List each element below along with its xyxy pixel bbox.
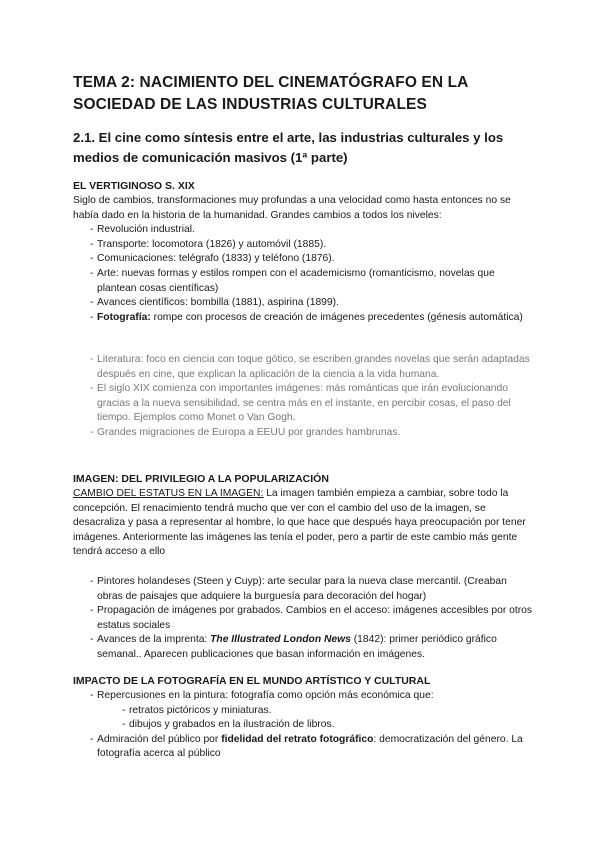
list-item: - Grandes migraciones de Europa a EEUU por grandes hambrunas.	[73, 426, 533, 441]
imagen-list	[73, 575, 533, 663]
list-item-text: rompe con procesos de creación de imágenes precedentes (génesis automática)	[150, 311, 523, 323]
section-heading: IMAGEN: DEL PRIVILEGIO A LA POPULARIZACIÓN	[73, 473, 329, 485]
section-impacto	[73, 674, 533, 762]
sub-bullet-list	[73, 704, 533, 733]
bold-term: Fotografía:	[97, 311, 151, 323]
grey-notes	[73, 353, 533, 441]
list-item: - El siglo XIX comienza con importantes imágenes: más románticas que irán evolucionando gracias a la nueva sensibilidad, se centra más en el instante, en percibir cosas, el paso del tiempo. Ejemplos como Monet o Van Gogh.	[73, 382, 533, 426]
paragraph-text: La imagen también empieza a cambiar, sobre todo la concepción. El renacimiento tendrá mucho que ver con el cambio del uso de la imagen, se desacraliza y pasa a representar al hombre, lo que hace que después haya preocupación por tener imágenes. Anteriormente las imágenes las tenía el poder, pero a partir de este cambio más gente tendrá acceso a ello	[73, 488, 526, 558]
list-item: - Comunicaciones: telégrafo (1833) y teléfono (1876).	[73, 252, 533, 267]
list-item	[73, 733, 533, 762]
list-item: - Avances científicos: bombilla (1881), aspirina (1899).	[73, 296, 533, 311]
bullet-list	[73, 689, 533, 704]
list-item: - Propagación de imágenes por grabados. Cambios en el acceso: imágenes accesibles por otros estatus sociales	[73, 604, 533, 633]
section-vertiginoso	[73, 179, 533, 325]
section-subtitle: 2.1. El cine como síntesis entre el arte, las industrias culturales y los medios de comunicación masivos (1ª parte)	[73, 130, 504, 165]
list-item	[73, 311, 533, 326]
list-item: - Transporte: locomotora (1826) y automóvil (1885).	[73, 238, 533, 253]
bold-term: fidelidad del retrato fotográfico	[221, 733, 374, 745]
list-item: - Repercusiones en la pintura: fotografía como opción más económica que:	[73, 689, 533, 704]
sub-list-item: - dibujos y grabados en la ilustración de libros.	[73, 718, 533, 733]
list-item-text: (1842): primer periódico gráfico semanal.. Aparecen publicaciones que basan información en imágenes.	[97, 634, 497, 660]
publication-title: The Illustrated London News	[210, 634, 351, 646]
bullet-list	[73, 575, 533, 663]
list-item: - Pintores holandeses (Steen y Cuyp): arte secular para la nueva clase mercantil. (Creaban obras de paisajes que adquiere la burguesía para decoración del hogar)	[73, 575, 533, 604]
section-heading: EL VERTIGINOSO S. XIX	[73, 180, 195, 192]
bullet-list	[73, 353, 533, 441]
bullet-list	[73, 733, 533, 762]
list-item: - Revolución industrial.	[73, 223, 533, 238]
list-item	[73, 633, 533, 662]
paragraph: Siglo de cambios, transformaciones muy profundas a una velocidad como hasta entonces no se había dado en la historia de la humanidad. Grandes cambios a todos los niveles:	[73, 195, 511, 221]
underlined-label: CAMBIO DEL ESTATUS EN LA IMAGEN:	[73, 488, 264, 499]
list-item-text: Admiración del público por	[97, 733, 222, 745]
section-heading: IMPACTO DE LA FOTOGRAFÍA EN EL MUNDO ARTÍSTICO Y CULTURAL	[73, 675, 431, 687]
list-item: - Literatura: foco en ciencia con toque gótico, se escriben grandes novelas que serán adaptadas después en cine, que explican la aplicación de la ciencia a la vida humana.	[73, 353, 533, 382]
list-item: - Arte: nuevas formas y estilos rompen con el academicismo (romanticismo, novelas que plantean cosas científicas)	[73, 267, 533, 296]
sub-list-item: - retratos pictóricos y miniaturas.	[73, 704, 533, 719]
list-item-text: : democratización del género. La fotografía acerca al público	[97, 733, 523, 760]
bullet-list	[73, 223, 533, 325]
paragraph	[73, 487, 533, 560]
section-imagen	[73, 472, 533, 560]
page-title: TEMA 2: NACIMIENTO DEL CINEMATÓGRAFO EN LA SOCIEDAD DE LAS INDUSTRIAS CULTURALES	[73, 74, 468, 113]
list-item-text: Avances de la imprenta:	[97, 634, 211, 646]
